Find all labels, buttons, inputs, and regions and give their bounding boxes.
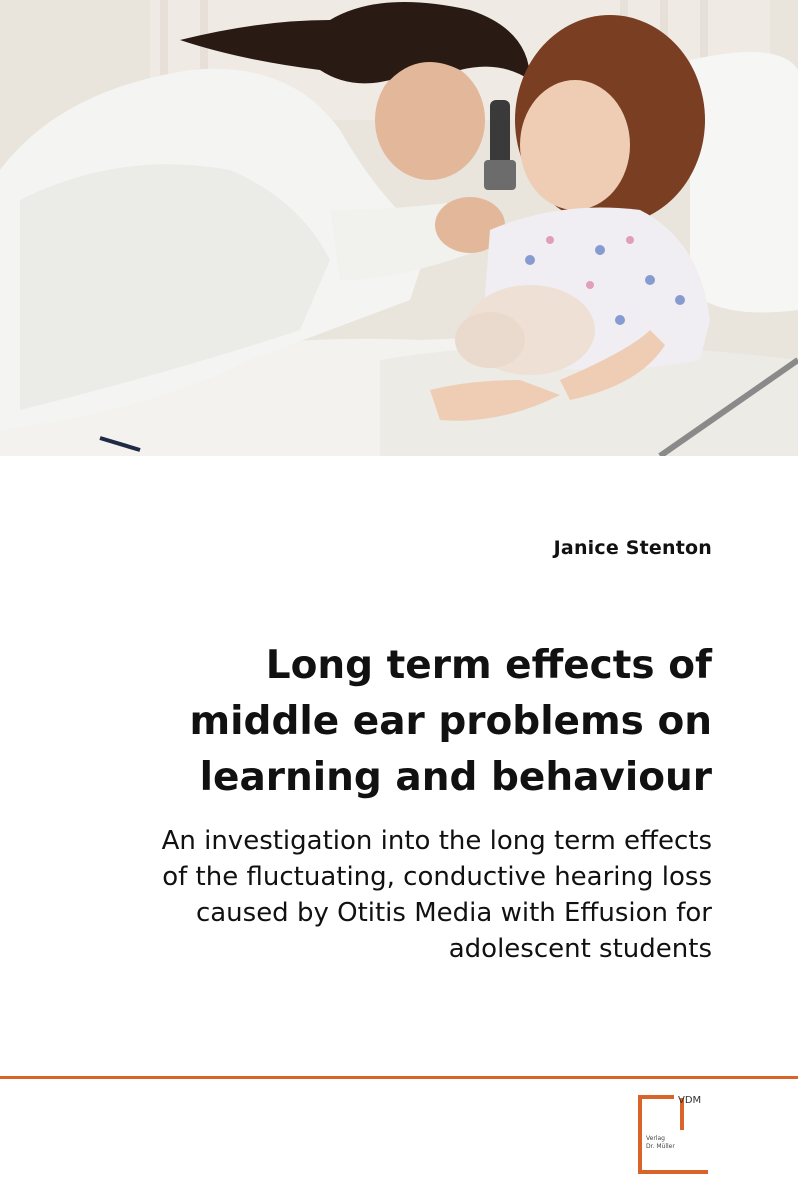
publisher-logo [630,1095,714,1175]
doctor-child-illustration [0,0,798,456]
title-line: learning and behaviour [199,755,712,800]
subtitle-line: An investigation into the long term effects [161,826,712,856]
cover-photo [0,0,798,456]
book-title [52,638,712,806]
publisher-imprint: Verlag Dr. Müller [646,1135,675,1150]
publisher-logo-text: VDM [678,1095,702,1106]
book-subtitle [32,823,712,967]
subtitle-line: of the fluctuating, conductive hearing loss [162,862,712,892]
subtitle-line: adolescent students [448,934,712,964]
title-line: Long term effects of [265,643,712,688]
accent-divider [0,1076,798,1079]
subtitle-line: caused by Otitis Media with Effusion for [195,898,712,928]
author-name: Janice Stenton [553,537,712,559]
title-line: middle ear problems on [189,699,712,744]
